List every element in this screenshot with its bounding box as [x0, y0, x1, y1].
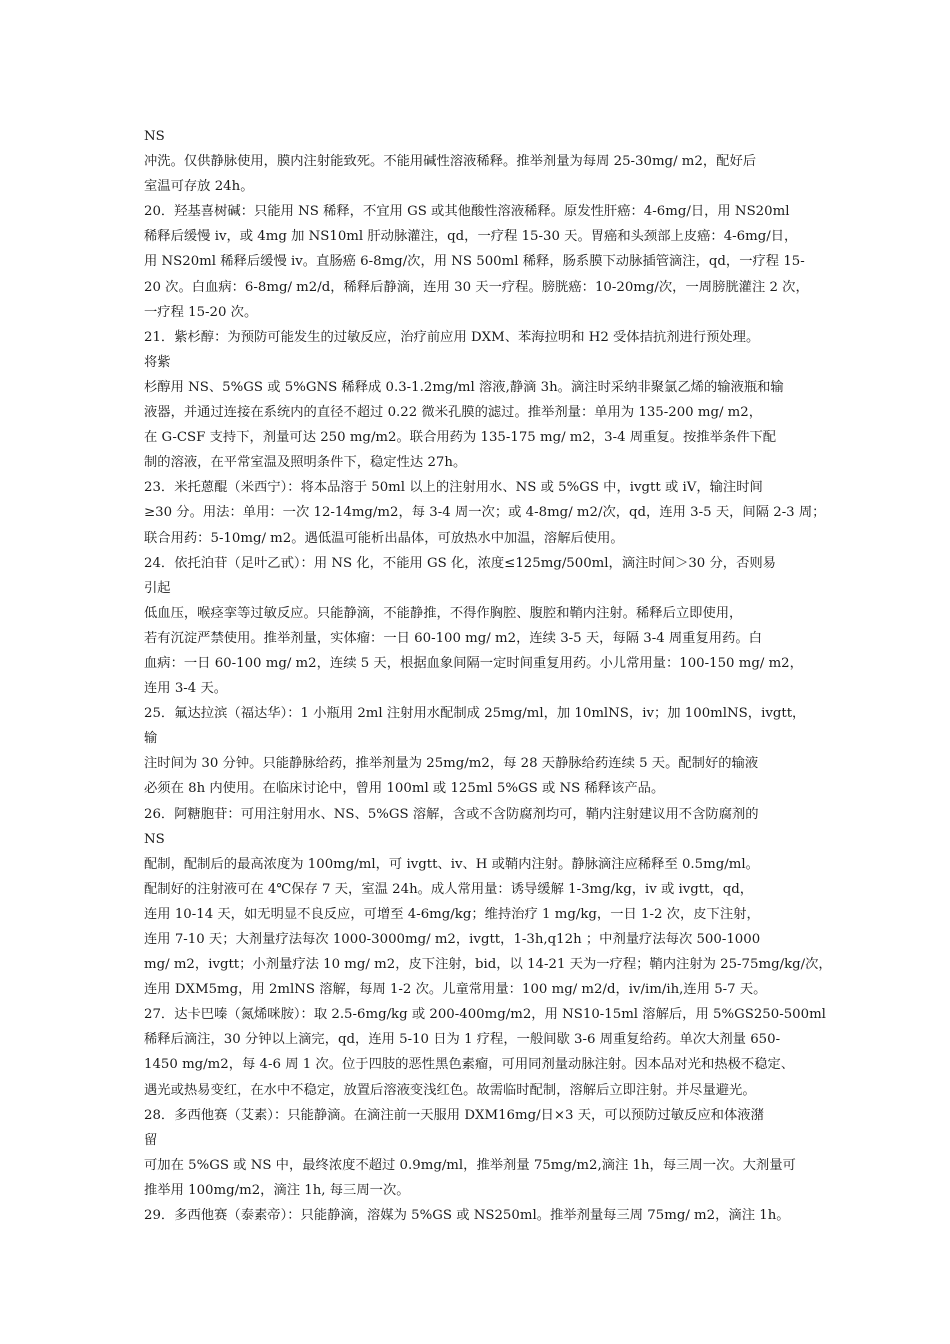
text-line: 在 G-CSF 支持下，剂量可达 250 mg/m2。联合用药为 135-175 mg/ m2，3-4 周重复。按推举条件下配: [144, 430, 777, 446]
text-line: 制的溶液，在平常室温及照明条件下，稳定性达 27h。: [144, 455, 467, 471]
text-line: NS: [144, 831, 165, 847]
text-line: 杉醇用 NS、5%GS 或 5%GNS 稀释成 0.3-1.2mg/ml 溶液,静滴 3h。滴注时采纳非聚氯乙烯的输液瓶和输: [144, 379, 784, 395]
document-body: [144, 124, 832, 1228]
text-line: 联合用药：5-10mg/ m2。遇低温可能析出晶体，可放热水中加温，溶解后使用。: [144, 530, 624, 546]
text-line: 室温可存放 24h。: [144, 179, 254, 195]
text-line: 20 次。白血病：6-8mg/ m2/d，稀释后静滴，连用 30 天一疗程。膀胱癌：10-20mg/次，一周膀胱灌注 2 次，: [144, 279, 809, 295]
text-line: 引起: [144, 580, 171, 596]
text-line: 24．依托泊苷（足叶乙甙）：用 NS 化，不能用 GS 化，浓度≤125mg/500ml，滴注时间＞30 分，否则易: [144, 555, 776, 571]
text-line: 用 NS20ml 稀释后缓慢 iv。直肠癌 6-8mg/次，用 NS 500ml 稀释，肠系膜下动脉插管滴注，qd，一疗程 15-: [144, 254, 805, 270]
text-line: 液器，并通过连接在系统内的直径不超过 0.22 微米孔膜的滤过。推举剂量：单用为 135-200 mg/ m2，: [144, 405, 763, 421]
text-line: 连用 7-10 天；大剂量疗法每次 1000-3000mg/ m2，ivgtt，1-3h,q12h ；中剂量疗法每次 500-1000: [144, 932, 761, 947]
text-line: 注时间为 30 分钟。只能静脉给药，推举剂量为 25mg/m2，每 28 天静脉给药连续 5 天。配制好的输液: [144, 756, 759, 772]
text-line: ≥30 分。用法：单用：一次 12-14mg/m2，每 3-4 周一次；或 4-8mg/ m2/次，qd，连用 3-5 天，间隔 2-3 周；: [144, 505, 826, 521]
text-line: 血病：一日 60-100 mg/ m2，连续 5 天，根据血象间隔一定时间重复用药。小儿常用量：100-150 mg/ m2，: [144, 655, 803, 671]
text-line: 配制，配制后的最高浓度为 100mg/ml，可 ivgtt、iv、H 或鞘内注射。静脉滴注应稀释至 0.5mg/ml。: [144, 856, 759, 872]
text-line: 25．氟达拉滨（福达华）：1 小瓶用 2ml 注射用水配制成 25mg/ml，加 10mlNS，iv；加 100mlNS，ivgtt，: [144, 706, 806, 722]
text-line: 输: [144, 731, 158, 747]
text-line: 配制好的注射液可在 4℃保存 7 天，室温 24h。成人常用量：诱导缓解 1-3mg/kg，iv 或 ivgtt，qd，: [144, 881, 754, 897]
text-line: 留: [144, 1132, 158, 1148]
text-line: 一疗程 15-20 次。: [144, 304, 258, 320]
text-line: 29．多西他赛（泰素帝）：只能静滴，溶媒为 5%GS 或 NS250ml。推举剂量每三周 75mg/ m2，滴注 1h。: [144, 1208, 790, 1224]
text-line: 26．阿糖胞苷：可用注射用水、NS、5%GS 溶解，含或不含防腐剂均可，鞘内注射建议用不含防腐剂的: [144, 806, 759, 822]
text-line: 21．紫杉醇：为预防可能发生的过敏反应，治疗前应用 DXM、苯海拉明和 H2 受体拮抗剂进行预处理。: [144, 329, 760, 345]
text-line: NS: [144, 129, 165, 144]
text-line: 连用 DXM5mg，用 2mlNS 溶解，每周 1-2 次。儿童常用量：100 mg/ m2/d，iv/im/ih,连用 5-7 天。: [144, 982, 767, 998]
text-line: 23．米托蒽醌（米西宁）：将本品溶于 50ml 以上的注射用水、NS 或 5%GS 中，ivgtt 或 iV，输注时间: [144, 480, 763, 496]
text-line: 连用 10-14 天，如无明显不良反应，可增至 4-6mg/kg；维持治疗 1 mg/kg，一日 1-2 次，皮下注射，: [144, 906, 760, 922]
text-line: mg/ m2，ivgtt；小剂量疗法 10 mg/ m2，皮下注射，bid，以 14-21 天为一疗程；鞘内注射为 25-75mg/kg/次，: [144, 957, 832, 973]
text-line: 稀释后缓慢 iv，或 4mg 加 NS10ml 肝动脉灌注，qd，一疗程 15-30 天。胃癌和头颈部上皮癌：4-6mg/日，: [144, 229, 798, 245]
text-line: 若有沉淀严禁使用。推举剂量，实体瘤：一日 60-100 mg/ m2，连续 3-5 天，每隔 3-4 周重复用药。白: [144, 630, 762, 646]
text-line: 稀释后滴注，30 分钟以上滴完，qd，连用 5-10 日为 1 疗程，一般间歇 3-6 周重复给药。单次大剂量 650-: [144, 1032, 781, 1048]
text-line: 28．多西他赛（艾素）：只能静滴。在滴注前一天服用 DXM16mg/日×3 天，可以预防过敏反应和体液潴: [144, 1107, 764, 1123]
text-line: 必须在 8h 内使用。在临床讨论中，曾用 100ml 或 125ml 5%GS 或 NS 稀释该产品。: [144, 781, 665, 797]
text-line: 低血压，喉痉挛等过敏反应。只能静滴，不能静推，不得作胸腔、腹腔和鞘内注射。稀释后立即使用，: [144, 605, 743, 621]
text-line: 27．达卡巴嗪（氮烯咪胺）：取 2.5-6mg/kg 或 200-400mg/m2，用 NS10-15ml 溶解后，用 5%GS250-500ml: [144, 1007, 826, 1023]
text-line: 1450 mg/m2，每 4-6 周 1 次。位于四肢的恶性黑色素瘤，可用同剂量动脉注射。因本品对光和热极不稳定、: [144, 1057, 795, 1073]
text-line: 连用 3-4 天。: [144, 681, 228, 697]
text-line: 可加在 5%GS 或 NS 中，最终浓度不超过 0.9mg/ml，推举剂量 75mg/m2,滴注 1h，每三周一次。大剂量可: [144, 1157, 796, 1173]
text-line: 遇光或热易变红，在水中不稳定，放置后溶液变浅红色。故需临时配制，溶解后立即注射。并尽量避光。: [144, 1082, 756, 1098]
text-line: 冲洗。仅供静脉使用，膜内注射能致死。不能用碱性溶液稀释。推举剂量为每周 25-30mg/ m2，配好后: [144, 154, 757, 170]
text-line: 推举用 100mg/m2，滴注 1h, 每三周一次。: [144, 1182, 410, 1198]
text-line: 20．羟基喜树碱：只能用 NS 稀释，不宜用 GS 或其他酸性溶液稀释。原发性肝癌：4-6mg/日，用 NS20ml: [144, 204, 790, 220]
text-line: 将紫: [144, 354, 171, 370]
